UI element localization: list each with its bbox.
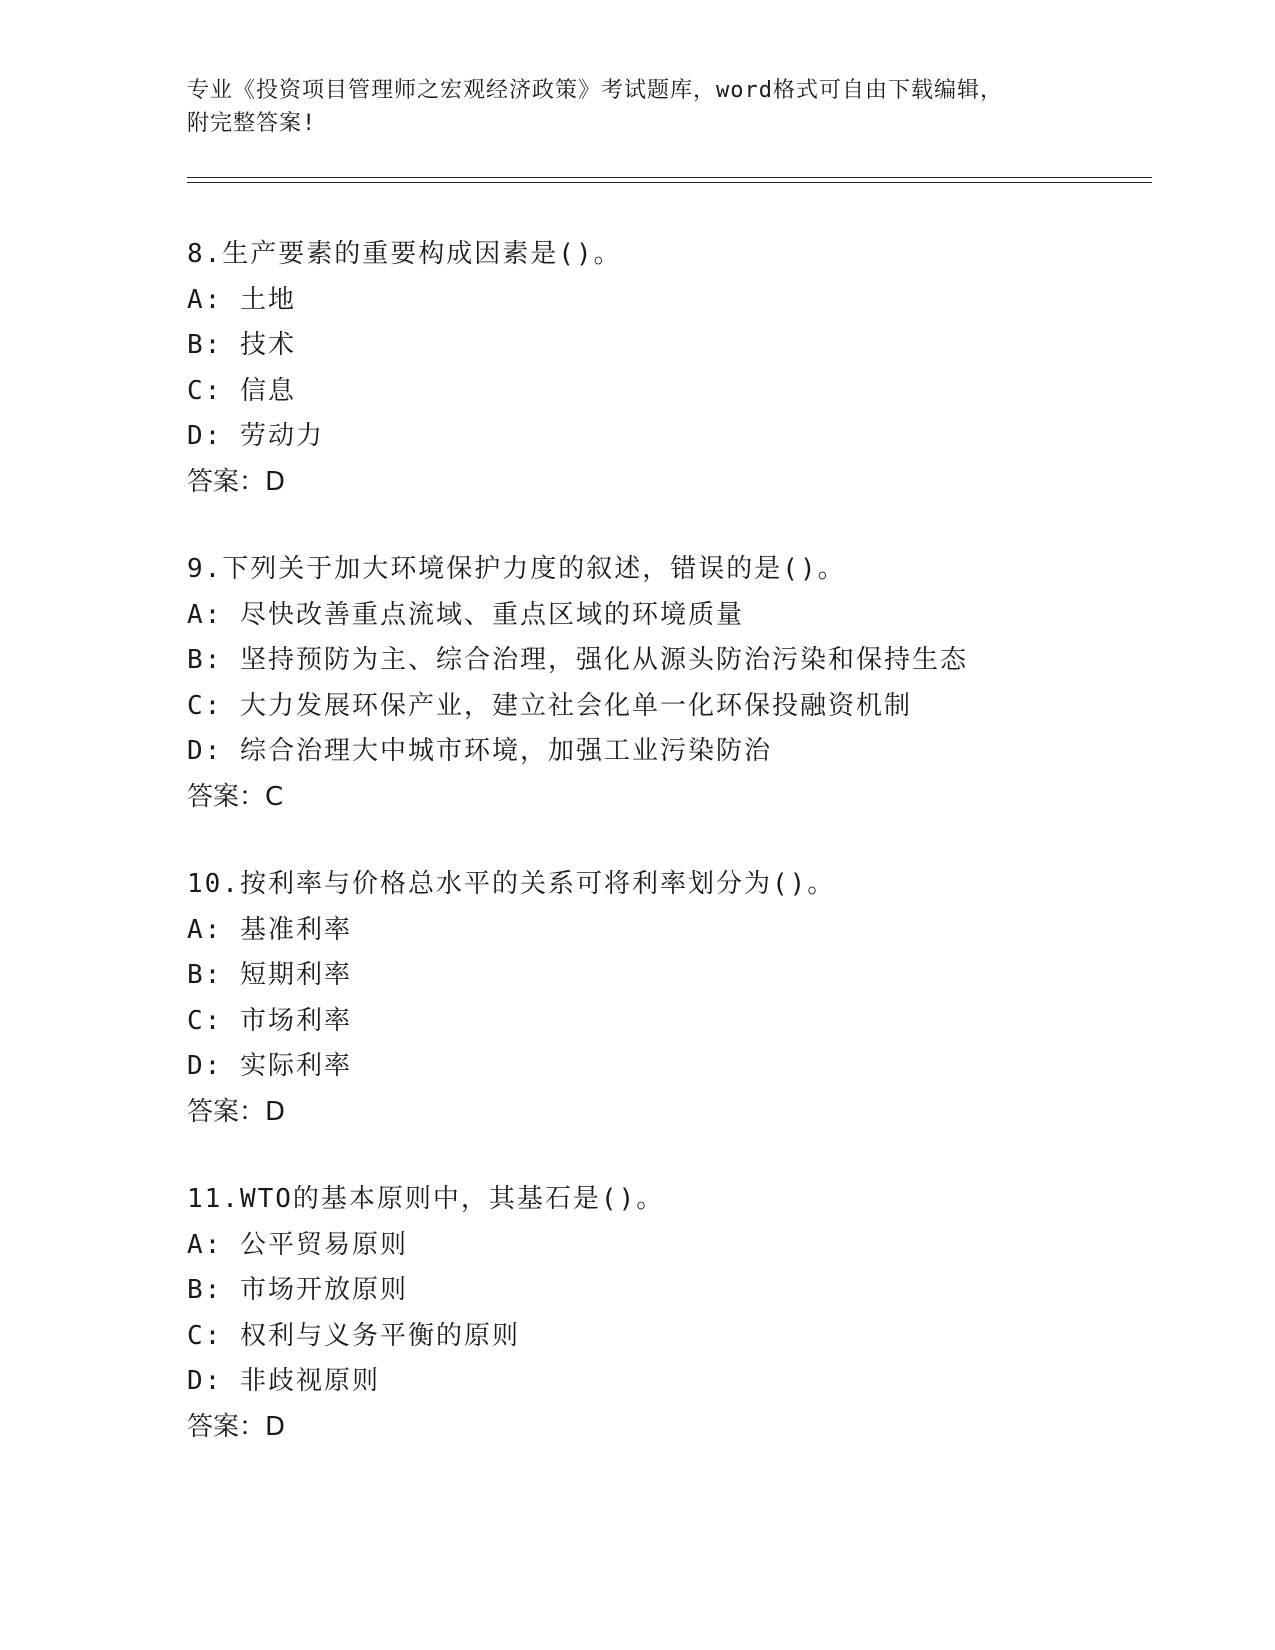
option-b: B: 坚持预防为主、综合治理，强化从源头防治污染和保持生态 xyxy=(187,645,968,675)
option-c: C: 市场利率 xyxy=(187,1005,352,1036)
answer-line: 答案：C xyxy=(187,781,284,812)
question-stem: 8.生产要素的重要构成因素是()。 xyxy=(187,239,622,269)
header-divider-top xyxy=(187,177,1152,178)
option-c: C: 大力发展环保产业，建立社会化单一化环保投融资机制 xyxy=(187,690,912,721)
header-line-2: 附完整答案! xyxy=(187,111,317,136)
option-a: A: 尽快改善重点流域、重点区域的环境质量 xyxy=(187,599,744,630)
question-list xyxy=(187,232,1187,1492)
option-d: D: 实际利率 xyxy=(187,1051,352,1081)
option-b: B: 技术 xyxy=(187,330,296,360)
option-d: D: 劳动力 xyxy=(187,421,324,451)
question-item xyxy=(187,232,1187,505)
document-header xyxy=(187,74,1087,140)
option-a: A: 基准利率 xyxy=(187,914,352,945)
option-a: A: 土地 xyxy=(187,284,296,315)
answer-line: 答案：D xyxy=(187,466,286,497)
option-d: D: 综合治理大中城市环境，加强工业污染防治 xyxy=(187,736,772,766)
option-c: C: 信息 xyxy=(187,375,296,406)
question-stem: 11.WTO的基本原则中，其基石是()。 xyxy=(187,1184,665,1214)
question-stem: 10.按利率与价格总水平的关系可将利率划分为()。 xyxy=(187,869,836,899)
option-b: B: 市场开放原则 xyxy=(187,1275,408,1305)
option-d: D: 非歧视原则 xyxy=(187,1366,380,1396)
header-divider-bottom xyxy=(187,182,1152,183)
answer-line: 答案：D xyxy=(187,1096,286,1127)
question-item xyxy=(187,1177,1187,1450)
option-c: C: 权利与义务平衡的原则 xyxy=(187,1320,520,1351)
option-b: B: 短期利率 xyxy=(187,960,352,990)
answer-line: 答案：D xyxy=(187,1411,286,1442)
question-item xyxy=(187,547,1187,820)
option-a: A: 公平贸易原则 xyxy=(187,1229,408,1260)
question-item xyxy=(187,862,1187,1135)
header-line-1: 专业《投资项目管理师之宏观经济政策》考试题库，word格式可自由下载编辑， xyxy=(187,78,1003,103)
question-stem: 9.下列关于加大环境保护力度的叙述，错误的是()。 xyxy=(187,554,846,584)
